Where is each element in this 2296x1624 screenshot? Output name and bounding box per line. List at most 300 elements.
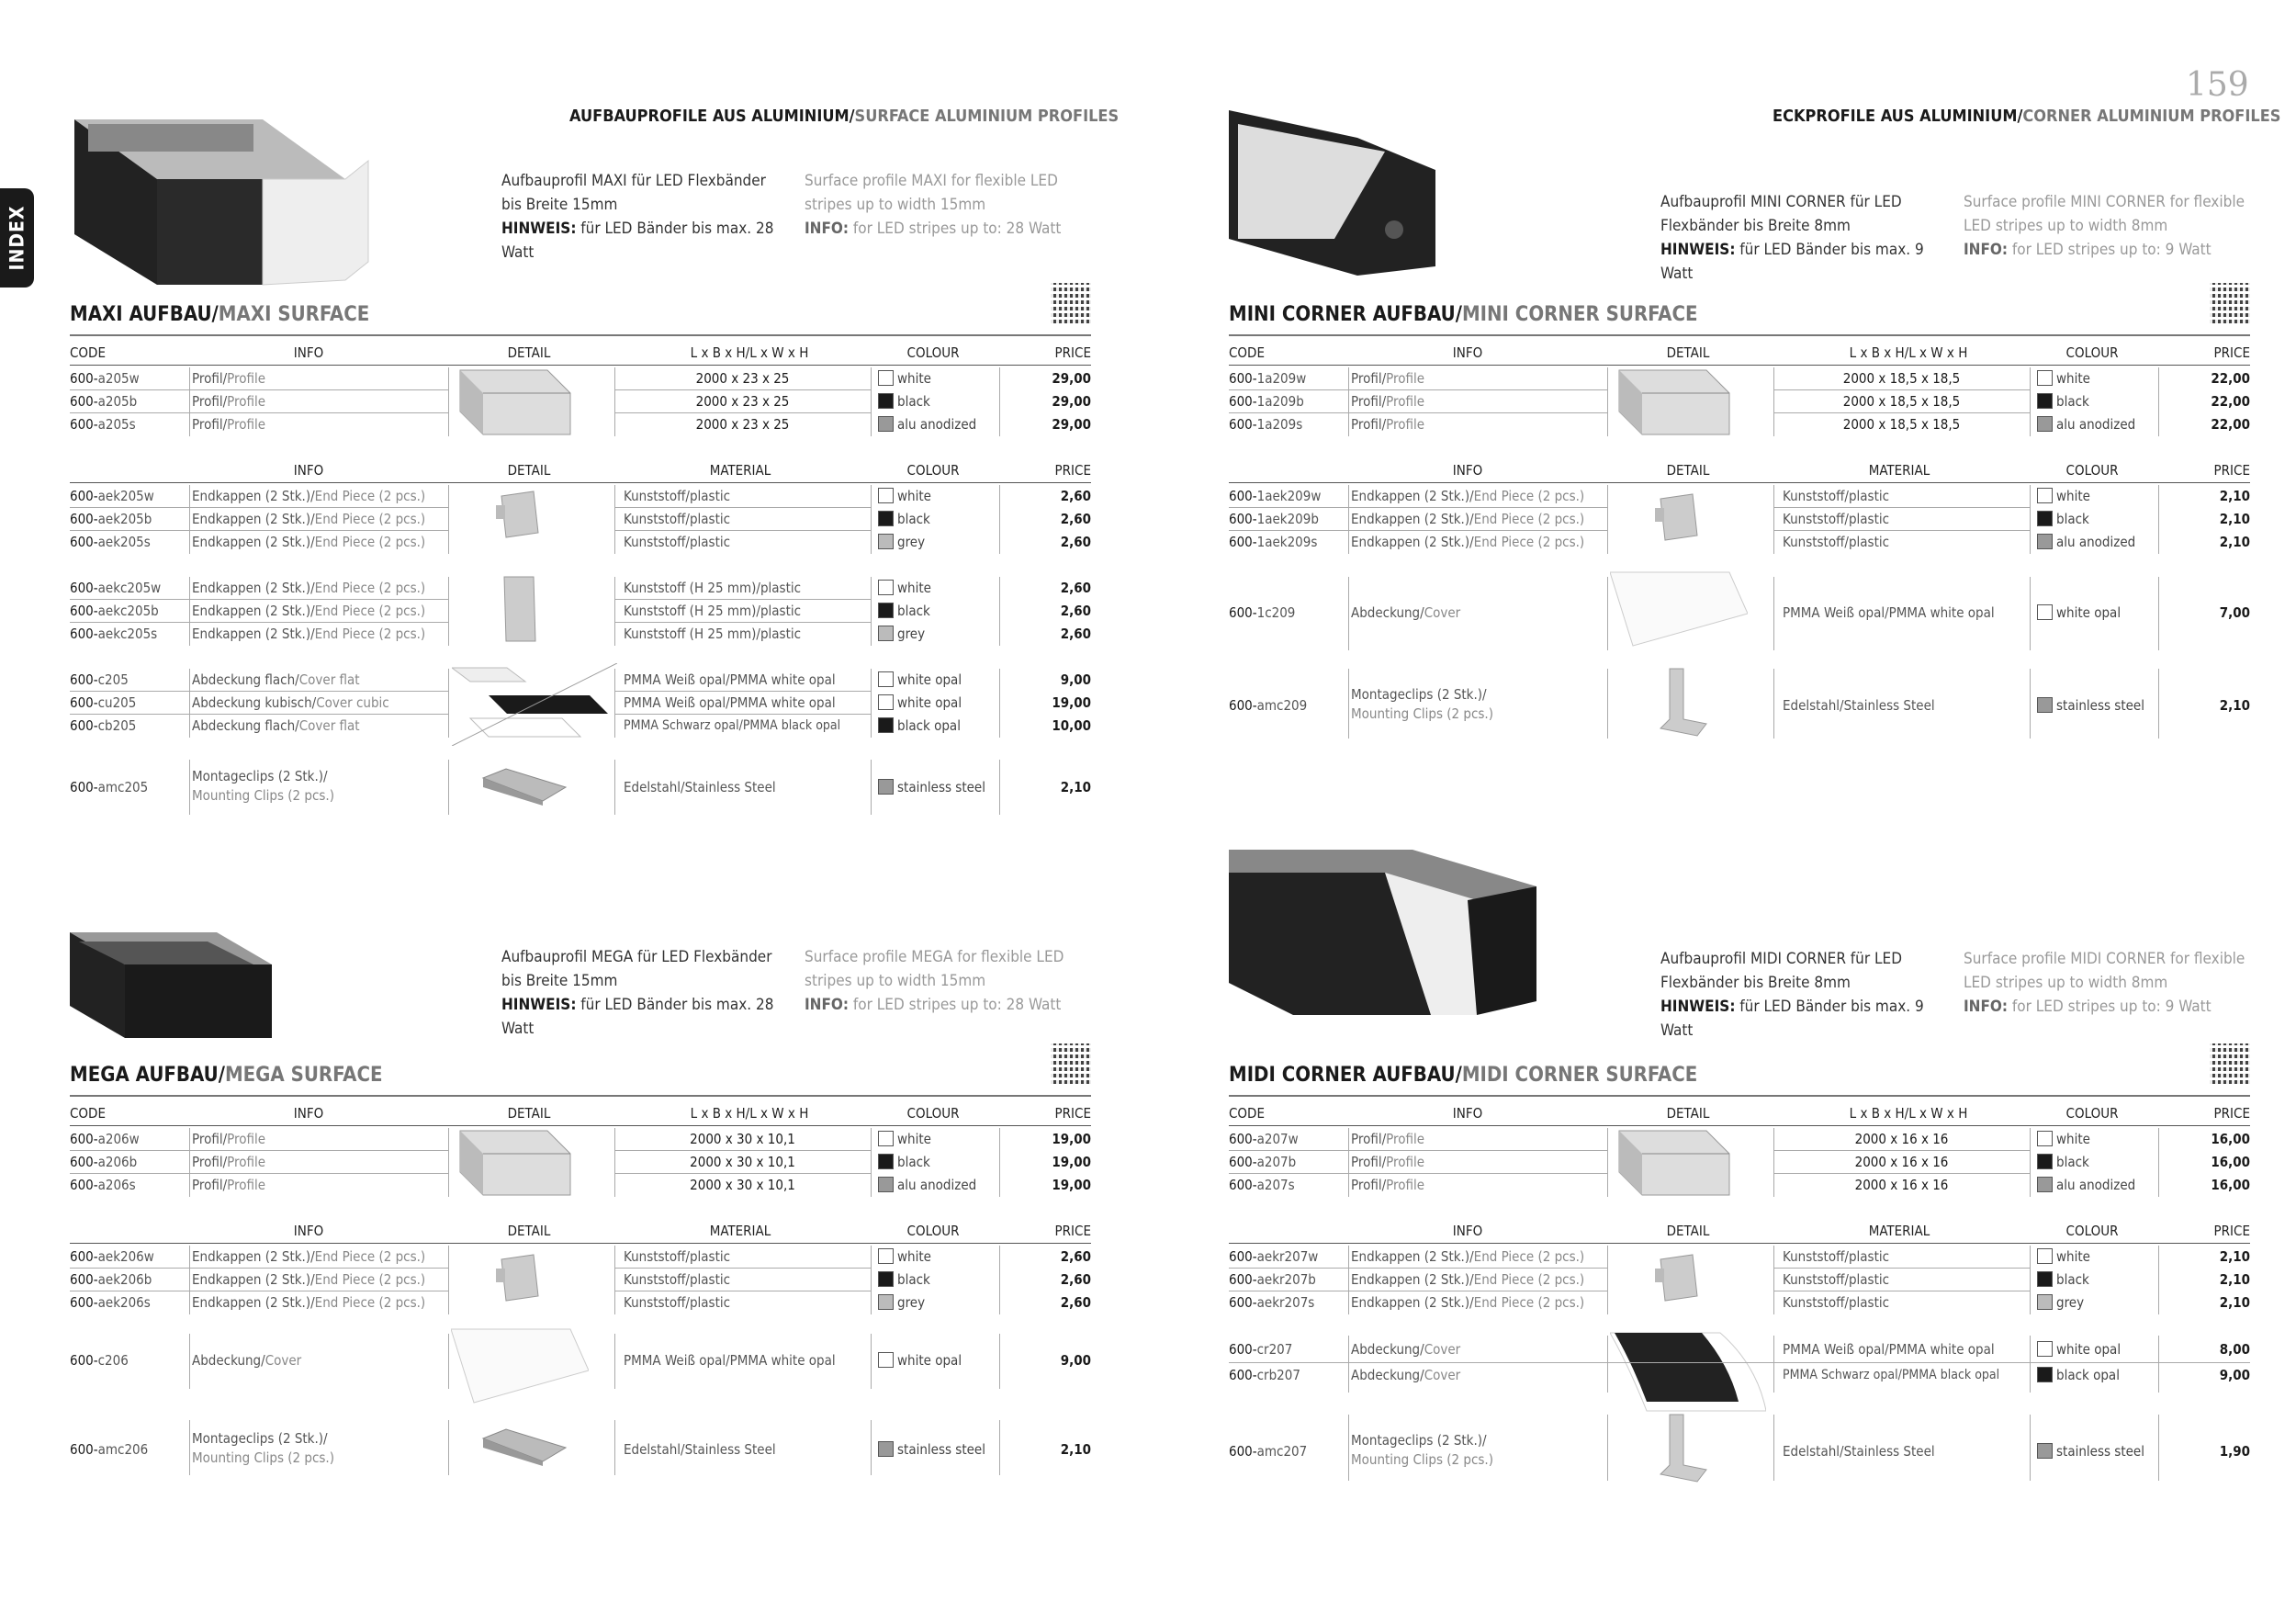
product-code: 600-amc206 <box>70 1441 149 1458</box>
midi-header-rule <box>1229 1125 2250 1126</box>
colour: grey <box>2037 1291 2084 1314</box>
price: 8,00 <box>2219 1341 2250 1358</box>
product-code: 600-aek205s <box>70 534 151 550</box>
mini-title-en: MINI CORNER SURFACE <box>1461 303 1698 326</box>
price: 29,00 <box>1052 370 1091 387</box>
colour-swatch <box>878 779 894 795</box>
maxi-hint-label-de: HINWEIS: <box>501 220 577 238</box>
product-code: 600-cr207 <box>1229 1341 1293 1358</box>
colour-swatch <box>878 1294 894 1310</box>
material: Kunststoff/plastic <box>624 1248 731 1265</box>
mega-hint-label-de: HINWEIS: <box>501 996 577 1014</box>
product-code: 600-amc205 <box>70 779 149 795</box>
product-info: Endkappen (2 Stk.)/End Piece (2 pcs.) <box>192 488 426 504</box>
colour-swatch <box>2037 1248 2053 1264</box>
maxi-table-row[interactable] <box>70 669 1091 692</box>
product-info: Endkappen (2 Stk.)/End Piece (2 pcs.) <box>192 580 426 596</box>
price: 7,00 <box>2219 604 2250 621</box>
colour-swatch <box>2037 1271 2053 1287</box>
mini-table-row[interactable] <box>1229 367 2250 390</box>
material: Kunststoff/plastic <box>624 1294 731 1311</box>
colour: white <box>878 1246 931 1269</box>
mini-table-row[interactable] <box>1229 602 2250 625</box>
product-code: 600-aekr207b <box>1229 1271 1316 1288</box>
material: Edelstahl/Stainless Steel <box>624 1441 776 1458</box>
column-header: INFO <box>1452 462 1483 479</box>
product-info: Montageclips (2 Stk.)/ Mounting Clips (2 pcs.) <box>1351 1432 1493 1468</box>
mega-table-row[interactable] <box>70 1174 1091 1197</box>
price: 2,10 <box>2219 1271 2250 1288</box>
column-header: DETAIL <box>507 1223 551 1239</box>
column-header: PRICE <box>2213 1223 2250 1239</box>
column-header: CODE <box>1229 344 1265 361</box>
price: 2,10 <box>2219 1248 2250 1265</box>
mega-description-en: Surface profile MEGA for flexible LED stripes up to width 15mm INFO: for LED stripes up to: 28 Watt <box>805 948 1064 1014</box>
mega-title-rule <box>70 1095 1091 1097</box>
mini-description-en: Surface profile MINI CORNER for flexible LED stripes up to width 8mm INFO: for LED stripes up to: 9 Watt <box>1964 193 2245 259</box>
product-code: 600-1aek209w <box>1229 488 1322 504</box>
colour: black <box>2037 508 2089 531</box>
maxi-hint-label-en: INFO: <box>805 220 850 238</box>
product-code: 600-1aek209b <box>1229 511 1319 527</box>
maxi-table-header <box>70 462 1091 484</box>
mega-section-title <box>70 1064 383 1087</box>
maxi-table-row[interactable] <box>70 692 1091 715</box>
product-info: Endkappen (2 Stk.)/End Piece (2 pcs.) <box>192 603 426 619</box>
price: 2,10 <box>1060 1441 1091 1458</box>
dimensions: 2000 x 23 x 25 <box>695 393 790 410</box>
product-code: 600-a205b <box>70 393 138 410</box>
price: 19,00 <box>1052 1177 1091 1193</box>
price: 19,00 <box>1052 694 1091 711</box>
mega-table-row[interactable] <box>70 1291 1091 1314</box>
column-header: L x B x H/L x W x H <box>1849 344 1968 361</box>
colour-swatch <box>878 1177 894 1192</box>
column-header: CODE <box>1229 1105 1265 1122</box>
maxi-table-row[interactable] <box>70 485 1091 508</box>
colour-swatch <box>878 603 894 618</box>
column-header: MATERIAL <box>1868 462 1930 479</box>
maxi-table-row[interactable] <box>70 390 1091 413</box>
midi-product-image <box>1229 845 1541 1032</box>
product-info: Abdeckung/Cover <box>1351 1341 1461 1358</box>
column-header: CODE <box>70 1105 106 1122</box>
product-info: Abdeckung/Cover <box>192 1352 302 1369</box>
column-header: INFO <box>1452 1223 1483 1239</box>
maxi-table-row[interactable] <box>70 715 1091 738</box>
maxi-title-en: MAXI SURFACE <box>218 303 370 326</box>
colour: black <box>2037 390 2089 413</box>
material: PMMA Schwarz opal/PMMA black opal <box>624 718 841 733</box>
mega-table-row[interactable] <box>70 1430 1091 1466</box>
product-code: 600-1aek209s <box>1229 534 1318 550</box>
colour-swatch <box>878 626 894 641</box>
column-header: DETAIL <box>1666 1105 1710 1122</box>
column-header: COLOUR <box>906 462 960 479</box>
price: 29,00 <box>1052 393 1091 410</box>
section-maxi-surface <box>70 92 1091 827</box>
column-header: COLOUR <box>906 344 960 361</box>
mega-table-row[interactable] <box>70 1128 1091 1151</box>
colour-swatch <box>878 717 894 733</box>
price: 9,00 <box>1060 671 1091 688</box>
midi-hint-label-de: HINWEIS: <box>1660 998 1736 1016</box>
colour: white opal <box>2037 1338 2121 1361</box>
colour: black opal <box>878 715 961 738</box>
column-header: L x B x H/L x W x H <box>1849 1105 1968 1122</box>
colour: black <box>878 1151 930 1174</box>
column-header: DETAIL <box>1666 462 1710 479</box>
maxi-table-row[interactable] <box>70 508 1091 531</box>
product-code: 600-aek206w <box>70 1248 154 1265</box>
price: 16,00 <box>2211 1154 2250 1170</box>
midi-description-de: Aufbauprofil MIDI CORNER für LED Flexbänder bis Breite 8mm HINWEIS: für LED Bänder bis max. 9 Watt <box>1660 950 1924 1040</box>
material: Kunststoff/plastic <box>1783 534 1890 550</box>
midi-table-header <box>1229 1105 2250 1127</box>
maxi-section-title <box>70 303 369 326</box>
right-page-heading: ECKPROFILE AUS ALUMINIUM/CORNER ALUMINIUM PROFILES <box>1773 107 2281 126</box>
colour-swatch <box>2037 1177 2053 1192</box>
material: Edelstahl/Stainless Steel <box>624 779 776 795</box>
colour: stainless steel <box>878 776 985 799</box>
product-info: Abdeckung/Cover <box>1351 1367 1461 1383</box>
maxi-table-row[interactable] <box>70 531 1091 554</box>
material: PMMA Weiß opal/PMMA white opal <box>1783 1341 1995 1358</box>
qr-code-icon[interactable] <box>1051 283 1091 323</box>
material: Edelstahl/Stainless Steel <box>1783 697 1935 714</box>
price: 2,60 <box>1060 511 1091 527</box>
product-info: Profil/Profile <box>192 1131 266 1147</box>
product-code: 600-aekr207w <box>1229 1248 1319 1265</box>
column-header: L x B x H/L x W x H <box>690 344 809 361</box>
product-info: Profil/Profile <box>1351 1131 1425 1147</box>
colour-swatch <box>878 694 894 710</box>
mini-table-row[interactable] <box>1229 413 2250 436</box>
colour-swatch <box>2037 370 2053 386</box>
price: 2,10 <box>2219 511 2250 527</box>
column-header: INFO <box>1452 344 1483 361</box>
colour-swatch <box>2037 1131 2053 1146</box>
product-info: Abdeckung/Cover <box>1351 604 1461 621</box>
colour-swatch <box>2037 1367 2053 1382</box>
mega-header-rule <box>70 1125 1091 1126</box>
dimensions: 2000 x 16 x 16 <box>1854 1177 1949 1193</box>
midi-table-row[interactable] <box>1229 1128 2250 1151</box>
column-header: COLOUR <box>2065 462 2119 479</box>
material: Kunststoff/plastic <box>624 534 731 550</box>
product-code: 600-a206s <box>70 1177 136 1193</box>
product-info: Profil/Profile <box>1351 393 1425 410</box>
maxi-description-en: Surface profile MAXI for flexible LED stripes up to width 15mm INFO: for LED stripes up to: 28 Watt <box>805 172 1062 238</box>
mini-description-de: Aufbauprofil MINI CORNER für LED Flexbänder bis Breite 8mm HINWEIS: für LED Bänder bis max. 9 Watt <box>1660 193 1924 283</box>
dimensions: 2000 x 30 x 10,1 <box>690 1177 795 1193</box>
mini-table-row[interactable] <box>1229 390 2250 413</box>
colour-swatch <box>2037 1443 2053 1459</box>
qr-code-icon[interactable] <box>2210 1043 2250 1084</box>
mega-hint-label-en: INFO: <box>805 996 850 1014</box>
colour-swatch <box>878 1131 894 1146</box>
material: Kunststoff/plastic <box>624 511 731 527</box>
price: 9,00 <box>1060 1352 1091 1369</box>
section-mega-surface <box>70 919 1091 1506</box>
product-info: Endkappen (2 Stk.)/End Piece (2 pcs.) <box>192 1294 426 1311</box>
colour: white opal <box>878 692 962 715</box>
price: 9,00 <box>2219 1367 2250 1383</box>
colour: grey <box>878 623 925 646</box>
mini-header-rule <box>1229 482 2250 483</box>
column-header: CODE <box>70 344 106 361</box>
midi-table-row[interactable] <box>1229 1174 2250 1197</box>
midi-title-de: MIDI CORNER AUFBAU/ <box>1229 1064 1462 1087</box>
column-header: MATERIAL <box>709 462 771 479</box>
mini-table-row[interactable] <box>1229 485 2250 508</box>
colour: white <box>878 367 931 390</box>
mini-table-header <box>1229 344 2250 367</box>
midi-title-en: MIDI CORNER SURFACE <box>1461 1064 1698 1087</box>
colour-swatch <box>878 488 894 503</box>
midi-table-row[interactable] <box>1229 1151 2250 1174</box>
product-info: Endkappen (2 Stk.)/End Piece (2 pcs.) <box>1351 1248 1585 1265</box>
column-header: COLOUR <box>2065 344 2119 361</box>
price: 19,00 <box>1052 1131 1091 1147</box>
column-header: MATERIAL <box>709 1223 771 1239</box>
maxi-table-row[interactable] <box>70 413 1091 436</box>
column-header: INFO <box>293 1105 324 1122</box>
colour: alu anodized <box>2037 1174 2135 1197</box>
mega-table-row[interactable] <box>70 1269 1091 1291</box>
product-info: Montageclips (2 Stk.)/ Mounting Clips (2 pcs.) <box>192 768 334 804</box>
midi-hint-label-en: INFO: <box>1964 998 2009 1016</box>
price: 2,60 <box>1060 603 1091 619</box>
left-page-heading: AUFBAUPROFILE AUS ALUMINIUM/SURFACE ALUMINIUM PROFILES <box>569 107 1120 126</box>
price: 2,60 <box>1060 1248 1091 1265</box>
product-info: Profil/Profile <box>1351 1154 1425 1170</box>
column-header: PRICE <box>2213 462 2250 479</box>
column-header: DETAIL <box>507 344 551 361</box>
mini-table-row[interactable] <box>1229 686 2250 722</box>
product-code: 600-a206b <box>70 1154 138 1170</box>
column-header: PRICE <box>2213 344 2250 361</box>
column-header: DETAIL <box>1666 344 1710 361</box>
price: 2,60 <box>1060 1271 1091 1288</box>
dimensions: 2000 x 23 x 25 <box>695 370 790 387</box>
price: 2,10 <box>1060 779 1091 795</box>
column-header: COLOUR <box>906 1105 960 1122</box>
colour-swatch <box>2037 604 2053 620</box>
product-info: Abdeckung flach/Cover flat <box>192 717 360 734</box>
price: 22,00 <box>2211 370 2250 387</box>
price: 1,90 <box>2219 1443 2250 1460</box>
qr-code-icon[interactable] <box>1051 1043 1091 1084</box>
qr-code-icon[interactable] <box>2210 283 2250 323</box>
colour: black <box>2037 1269 2089 1291</box>
product-info: Profil/Profile <box>192 416 266 433</box>
colour-swatch <box>878 511 894 526</box>
colour: white <box>2037 485 2090 508</box>
product-code: 600-aekc205s <box>70 626 158 642</box>
price: 2,60 <box>1060 534 1091 550</box>
product-info: Profil/Profile <box>192 393 266 410</box>
mega-table-header <box>70 1105 1091 1127</box>
colour-swatch <box>878 534 894 549</box>
colour: alu anodized <box>2037 413 2135 436</box>
product-info: Profil/Profile <box>192 370 266 387</box>
maxi-table-header <box>70 344 1091 367</box>
colour: black <box>878 390 930 413</box>
midi-table-row[interactable] <box>1229 1364 2250 1387</box>
product-code: 600-aekr207s <box>1229 1294 1315 1311</box>
price: 2,10 <box>2219 1294 2250 1311</box>
colour-swatch <box>2037 697 2053 713</box>
product-info: Endkappen (2 Stk.)/End Piece (2 pcs.) <box>1351 1271 1585 1288</box>
product-info: Endkappen (2 Stk.)/End Piece (2 pcs.) <box>1351 511 1585 527</box>
colour: alu anodized <box>878 413 976 436</box>
product-code: 600-amc207 <box>1229 1443 1308 1460</box>
dimensions: 2000 x 23 x 25 <box>695 416 790 433</box>
product-info: Profil/Profile <box>192 1154 266 1170</box>
colour: white <box>2037 1246 2090 1269</box>
colour: black <box>878 600 930 623</box>
mini-hint-label-en: INFO: <box>1964 241 2009 259</box>
colour-swatch <box>878 370 894 386</box>
price: 2,60 <box>1060 626 1091 642</box>
material: Kunststoff/plastic <box>1783 1271 1890 1288</box>
price: 19,00 <box>1052 1154 1091 1170</box>
colour: black <box>878 508 930 531</box>
midi-table-row[interactable] <box>1229 1291 2250 1314</box>
price: 10,00 <box>1052 717 1091 734</box>
dimensions: 2000 x 18,5 x 18,5 <box>1842 416 1961 433</box>
colour: stainless steel <box>2037 694 2144 717</box>
colour-swatch <box>878 580 894 595</box>
dimensions: 2000 x 16 x 16 <box>1854 1131 1949 1147</box>
product-info: Montageclips (2 Stk.)/ Mounting Clips (2 pcs.) <box>192 1430 334 1466</box>
colour-swatch <box>2037 488 2053 503</box>
material: Kunststoff/plastic <box>624 1271 731 1288</box>
price: 22,00 <box>2211 416 2250 433</box>
product-code: 600-cb205 <box>70 717 137 734</box>
mega-table-row[interactable] <box>70 1246 1091 1269</box>
column-header: COLOUR <box>906 1223 960 1239</box>
mini-table-row[interactable] <box>1229 531 2250 554</box>
product-code: 600-1a209s <box>1229 416 1303 433</box>
price: 29,00 <box>1052 416 1091 433</box>
material: Kunststoff/plastic <box>1783 488 1890 504</box>
maxi-title-rule <box>70 334 1091 336</box>
mega-title-en: MEGA SURFACE <box>224 1064 383 1087</box>
colour: white opal <box>878 1349 962 1372</box>
colour-swatch <box>878 1441 894 1457</box>
product-code: 600-cu205 <box>70 694 137 711</box>
product-code: 600-aekc205b <box>70 603 159 619</box>
colour-swatch <box>2037 416 2053 432</box>
colour: white <box>878 1128 931 1151</box>
column-header: COLOUR <box>2065 1223 2119 1239</box>
column-header: INFO <box>293 1223 324 1239</box>
page-number: 159 <box>2186 66 2249 104</box>
midi-header-rule <box>1229 1243 2250 1244</box>
product-code: 600-aek205w <box>70 488 154 504</box>
maxi-table-row[interactable] <box>70 600 1091 623</box>
mini-table-row[interactable] <box>1229 508 2250 531</box>
column-header: INFO <box>1452 1105 1483 1122</box>
colour-swatch <box>878 1352 894 1368</box>
maxi-header-rule <box>70 365 1091 366</box>
mega-description-de: Aufbauprofil MEGA für LED Flexbänder bis Breite 15mm HINWEIS: für LED Bänder bis max. 28 Watt <box>501 948 774 1038</box>
colour-swatch <box>2037 393 2053 409</box>
colour-swatch <box>2037 1341 2053 1357</box>
colour: stainless steel <box>2037 1440 2144 1463</box>
material: PMMA Weiß opal/PMMA white opal <box>1783 604 1995 621</box>
product-code: 600-a205s <box>70 416 136 433</box>
colour-swatch <box>2037 511 2053 526</box>
material: Kunststoff/plastic <box>1783 1248 1890 1265</box>
mega-table-row[interactable] <box>70 1151 1091 1174</box>
midi-table-header <box>1229 1223 2250 1245</box>
mini-title-de: MINI CORNER AUFBAU/ <box>1229 303 1462 326</box>
mega-table-row[interactable] <box>70 1349 1091 1372</box>
price: 16,00 <box>2211 1177 2250 1193</box>
colour-swatch <box>878 1271 894 1287</box>
colour: black <box>2037 1151 2089 1174</box>
product-info: Endkappen (2 Stk.)/End Piece (2 pcs.) <box>192 626 426 642</box>
product-code: 600-aek205b <box>70 511 152 527</box>
colour: white <box>2037 367 2090 390</box>
product-info: Profil/Profile <box>1351 416 1425 433</box>
maxi-table-row[interactable] <box>70 768 1091 804</box>
mega-product-image <box>70 923 290 1046</box>
mini-product-image <box>1229 101 1440 316</box>
colour: white <box>878 577 931 600</box>
maxi-table-row[interactable] <box>70 367 1091 390</box>
colour: alu anodized <box>2037 531 2135 554</box>
midi-table-row[interactable] <box>1229 1338 2250 1361</box>
mini-table-header <box>1229 462 2250 484</box>
colour: white opal <box>878 669 962 692</box>
maxi-table-row[interactable] <box>70 623 1091 646</box>
maxi-table-row[interactable] <box>70 577 1091 600</box>
colour: grey <box>878 531 925 554</box>
colour-swatch <box>878 1154 894 1169</box>
price: 2,10 <box>2219 697 2250 714</box>
column-header: L x B x H/L x W x H <box>690 1105 809 1122</box>
midi-description-en: Surface profile MIDI CORNER for flexible LED stripes up to width 8mm INFO: for LED stripes up to: 9 Watt <box>1964 950 2245 1016</box>
colour-swatch <box>878 393 894 409</box>
midi-table-row[interactable] <box>1229 1246 2250 1269</box>
product-info: Endkappen (2 Stk.)/End Piece (2 pcs.) <box>192 511 426 527</box>
product-code: 600-a206w <box>70 1131 140 1147</box>
midi-section-title <box>1229 1064 1697 1087</box>
colour-swatch <box>2037 1294 2053 1310</box>
price: 22,00 <box>2211 393 2250 410</box>
product-code: 600-amc209 <box>1229 697 1308 714</box>
material: PMMA Schwarz opal/PMMA black opal <box>1783 1368 2000 1382</box>
product-code: 600-a205w <box>70 370 140 387</box>
product-code: 600-1c209 <box>1229 604 1296 621</box>
product-code: 600-1a209w <box>1229 370 1307 387</box>
column-header: PRICE <box>2213 1105 2250 1122</box>
column-header: INFO <box>293 462 324 479</box>
midi-table-row[interactable] <box>1229 1432 2250 1468</box>
index-tab[interactable] <box>0 188 34 288</box>
material: Edelstahl/Stainless Steel <box>1783 1443 1935 1460</box>
product-info: Endkappen (2 Stk.)/End Piece (2 pcs.) <box>1351 488 1585 504</box>
colour: stainless steel <box>878 1438 985 1461</box>
column-header: COLOUR <box>2065 1105 2119 1122</box>
material: Kunststoff/plastic <box>1783 511 1890 527</box>
midi-table-row[interactable] <box>1229 1269 2250 1291</box>
column-header: INFO <box>293 344 324 361</box>
